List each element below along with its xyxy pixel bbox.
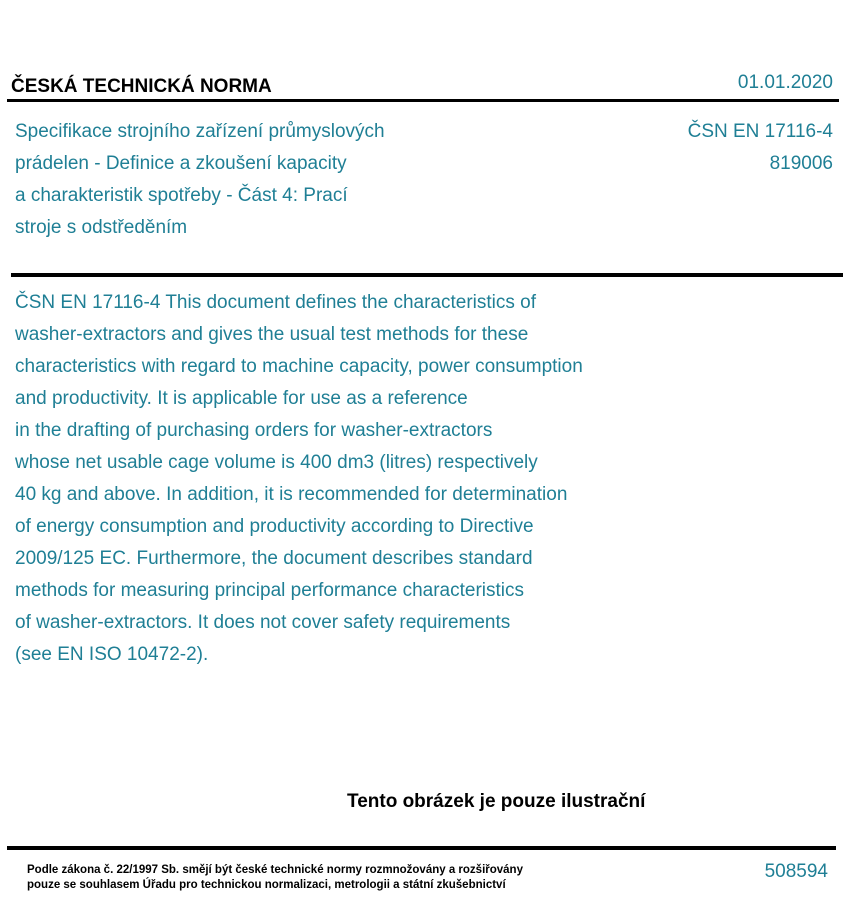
abstract	[15, 287, 695, 671]
document-title	[15, 116, 485, 244]
abstract-line: 40 kg and above. In addition, it is recommended for determination	[15, 484, 568, 505]
illustration-note: Tento obrázek je pouze ilustrační	[347, 791, 646, 812]
abstract-line: and productivity. It is applicable for use as a reference	[15, 388, 468, 409]
document-number: 508594	[764, 861, 828, 882]
abstract-line: of energy consumption and productivity according to Directive	[15, 516, 534, 537]
abstract-line: 2009/125 EC. Furthermore, the document describes standard	[15, 548, 533, 569]
standard-number: ČSN EN 17116-4	[687, 121, 833, 142]
abstract-line: (see EN ISO 10472-2).	[15, 644, 209, 665]
header-rule	[7, 99, 839, 102]
norm-label: ČESKÁ TECHNICKÁ NORMA	[11, 76, 272, 97]
abstract-line: characteristics with regard to machine capacity, power consumption	[15, 356, 583, 377]
title-line: a charakteristik spotřeby - Část 4: Prací	[15, 185, 348, 206]
title-line: stroje s odstředěním	[15, 217, 188, 238]
legal-line: pouze se souhlasem Úřadu pro technickou normalizaci, metrologii a státní zkušebnictví	[27, 879, 506, 891]
publication-date: 01.01.2020	[737, 72, 833, 93]
abstract-line: washer-extractors and gives the usual test methods for these	[15, 324, 529, 345]
section-rule	[11, 273, 843, 277]
title-line: prádelen - Definice a zkoušení kapacity	[15, 153, 347, 174]
legal-line: Podle zákona č. 22/1997 Sb. smějí být české technické normy rozmnožovány a rozšiřovány	[27, 864, 523, 876]
standard-codes	[688, 116, 833, 180]
abstract-line: whose net usable cage volume is 400 dm3 (litres) respectively	[15, 452, 538, 473]
abstract-line: ČSN EN 17116-4 This document defines the characteristics of	[15, 292, 536, 313]
title-line: Specifikace strojního zařízení průmyslových	[15, 121, 385, 142]
legal-notice	[27, 863, 523, 893]
classification-number: 819006	[769, 153, 833, 174]
abstract-line: in the drafting of purchasing orders for washer-extractors	[15, 420, 493, 441]
abstract-line: of washer-extractors. It does not cover safety requirements	[15, 612, 511, 633]
abstract-line: methods for measuring principal performance characteristics	[15, 580, 524, 601]
footer-rule	[7, 846, 836, 850]
